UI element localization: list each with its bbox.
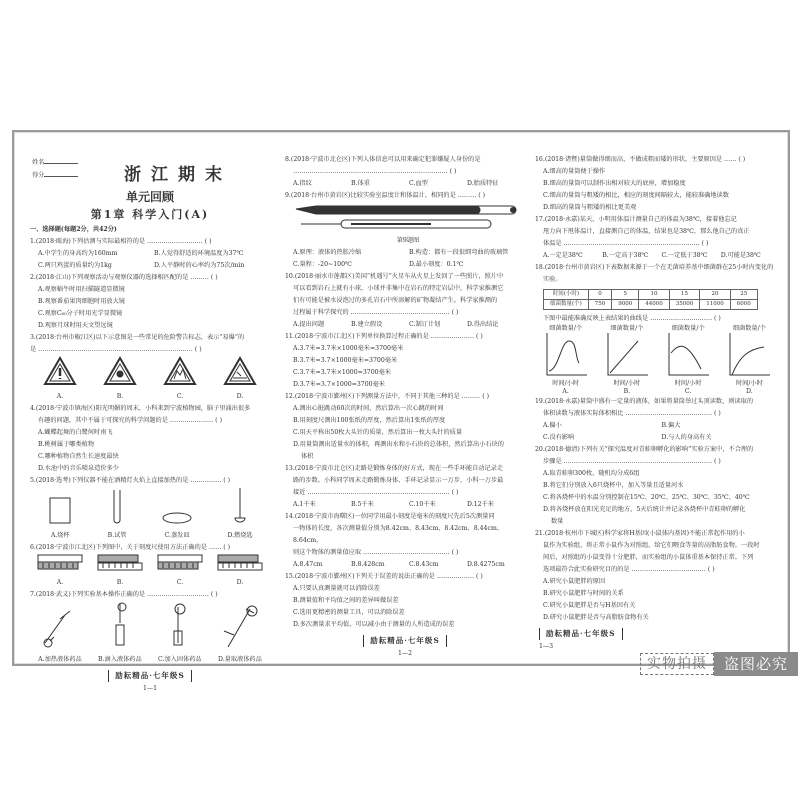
option-row	[285, 499, 525, 511]
lab-operation	[98, 601, 142, 666]
option-row	[30, 260, 270, 272]
table-cell: 25	[730, 290, 757, 300]
option-text: A.研究小鼠肥胖的原因	[543, 578, 606, 585]
curve-graph	[545, 325, 587, 396]
lab-ware-image	[111, 489, 123, 530]
ruler-figure-label: B.	[116, 579, 124, 586]
footer-badge: 励耘精品·七年级S	[539, 628, 623, 640]
question-text: 13.(2018·宁波市北仑区)走路是锻炼身体的好方式，现在一些手环能自动记录走	[285, 465, 504, 472]
option-text: D.12千米	[467, 501, 494, 508]
name-blank	[44, 156, 78, 164]
option-text: C.没有影响	[543, 434, 575, 441]
lab-ware-label: B.试管	[107, 532, 127, 539]
table-cell: 750	[588, 300, 612, 310]
option-text: C.制订计划	[409, 321, 441, 328]
option-text: 则这个物体的测量值应取 …………………………………… ( )	[293, 549, 459, 556]
question-text: 21.(2018·杭州市下城区)科学家将H基因(小鼠体内基因)不能正常起作用的小	[535, 530, 745, 537]
graph-image	[667, 333, 709, 380]
curve-graph	[606, 325, 648, 396]
table-cell: 6000	[730, 300, 757, 310]
option-row	[535, 432, 780, 444]
option-text: D.最小刻度：0.1℃	[409, 261, 464, 268]
lab-operation-row	[30, 601, 270, 666]
option-text: C.一定低于38℃	[661, 252, 708, 259]
option-text: A.观察蜗牛时用扫描隧道显微镜	[38, 286, 125, 293]
page-footer	[285, 635, 525, 660]
option-text: C.量程：-20~100℃	[293, 261, 352, 268]
option-text: D.3.7米=3.7×1000=3700毫米	[293, 381, 385, 388]
curve-graph	[667, 325, 709, 396]
option-text: C.10千米	[409, 501, 436, 508]
ruler-figure-label: A.	[56, 579, 64, 586]
option-text: B.构造：都有一段很细弯曲的玻璃管	[409, 249, 509, 256]
question-text: 15.(2018·宁波市鄞州区)下列关于误差的说法正确的是 ……………… ( )	[285, 573, 483, 580]
footer-badge: 励耘精品·七年级S	[363, 635, 447, 647]
lab-operation-image	[220, 601, 260, 654]
figure-caption: 第9题图	[396, 237, 420, 244]
lab-operation-label: D.量取液体药品	[217, 656, 262, 663]
question-text: 4.(2018·宁波市镇海区)阳光明媚的周末，小科来到宁波植物园，脑子里涌出很多	[30, 405, 251, 412]
thermometer-image	[291, 202, 521, 230]
table-cell: 15	[669, 290, 700, 300]
option-text: 们有可能是被水浸泡过的多孔岩石中所溶解的矿物凝结产生。科学家推测的	[293, 297, 498, 304]
option-text: B.3.7米=3.7×1000毫米=3700毫米	[293, 357, 398, 364]
option-text: A.中学生的身高约为160mm	[38, 250, 118, 257]
bacteria-table	[543, 289, 758, 310]
graph-y-label: 细菌数量/个	[610, 325, 644, 332]
option-text: D.观察月球时用天文望远镜	[38, 322, 113, 329]
graph-x-label: 时间/小时	[613, 380, 641, 387]
hazard-sign	[223, 356, 257, 403]
hazard-sign-image	[43, 356, 77, 391]
table-cell: 5	[612, 290, 639, 300]
page-number: 1—1	[142, 685, 158, 692]
option-text: 过程属于科学探究的 ………………………………………… ( )	[293, 309, 459, 316]
option-row	[535, 420, 780, 432]
graph-label: A.	[562, 388, 569, 395]
watermark-left: 实物拍摄	[640, 653, 714, 675]
watermark-right: 盗图必究	[714, 652, 798, 676]
hazard-sign-label: A.	[56, 393, 64, 400]
option-text: B.体重	[351, 180, 370, 187]
hazard-sign-image	[163, 356, 197, 391]
ruler-figure-row	[30, 554, 270, 589]
table-cell: 10	[639, 290, 670, 300]
ruler-figure	[97, 554, 143, 589]
hazard-sign-label: D.	[236, 393, 244, 400]
hazard-sign-image	[223, 356, 257, 391]
option-text: B.用刻度尺测出100张纸的厚度，然后算出1张纸的厚度	[293, 417, 446, 424]
page-title: 浙江期末	[124, 165, 232, 185]
ruler-figure	[37, 554, 83, 589]
hazard-sign-label: B.	[116, 393, 124, 400]
lab-operation	[158, 601, 202, 666]
table-row	[544, 300, 758, 310]
page-column-3	[535, 154, 780, 653]
option-text: A.只要认真测量就可以消除误差	[293, 585, 380, 592]
question-text: 6.(2018·宁波市江北区)下列图中，关于刻度尺使用方法正确的是 …… ( )	[30, 544, 231, 551]
option-text: D.研究小鼠肥胖是否与高脂肪食物有关	[543, 614, 649, 621]
option-text: 步骤是 ……………………………………………………………… ( )	[543, 458, 721, 465]
watermark	[640, 652, 798, 676]
lab-operation-label: B.滴入液体药品	[98, 656, 142, 663]
option-text: C.观察C₆₀分子时用光学显微镜	[38, 310, 123, 317]
option-text: B.将它们分别放入6只烧杯中，加入等量且适量河水	[543, 482, 684, 489]
option-text: 接近 …………………………………………………………… ( )	[293, 489, 459, 496]
question-text: 5.(2018·选考)下列仪器不能在酒精灯火焰上直接加热的是 …………… ( )	[30, 477, 231, 484]
option-row	[285, 319, 525, 331]
name-label: 姓名	[32, 159, 45, 166]
ruler-figure-label: C.	[176, 579, 184, 586]
table-row	[544, 290, 758, 300]
page-number: 1—3	[539, 643, 554, 650]
lab-ware-label: A.烧杯	[50, 532, 70, 539]
option-text: 下图中最能准确反映上表结果的曲线是 ………………………… ( )	[543, 315, 721, 322]
section-heading: 一、选择题(每题2分，共42分)	[30, 226, 117, 233]
option-row	[285, 559, 525, 571]
option-row	[285, 247, 525, 259]
page-footer	[30, 670, 270, 695]
ruler-figure-label: D.	[236, 579, 244, 586]
lab-ware-image	[233, 487, 247, 530]
option-text: 一物体的长度，各次测量值分别为8.42cm、8.43cm、8.42cm、8.44cm、8.64cm，	[293, 525, 503, 544]
question-text: 1.(2018·瓯海)下列估测与实际最相符的是 ……………………… ( )	[30, 238, 212, 245]
question-text: 9.(2018·台州市黄岩区)比较实验室温度计和体温计，相同的是 ……… ( )	[285, 192, 486, 199]
lab-ware-image	[47, 495, 73, 530]
option-text: B.研究小鼠肥胖与时间的关系	[543, 590, 624, 597]
hazard-sign-row	[30, 356, 270, 403]
option-text: 路的步数。小科同学周末走路锻炼身体，手环记录显示一万步，小科一万步最	[293, 477, 504, 484]
option-text: C.研究小鼠肥胖是否与H基因有关	[543, 602, 636, 609]
option-text: A.一定是38℃	[543, 252, 583, 259]
graph-y-label: 细菌数量/个	[732, 325, 766, 332]
lab-ware-label: D.燃烧匙	[227, 532, 253, 539]
question-text: 是 ………………………………………………………………… ( )	[30, 346, 202, 353]
option-text: 体积	[301, 453, 314, 460]
score-field	[32, 169, 84, 182]
graph-image	[606, 333, 648, 380]
ruler-figure	[157, 554, 203, 589]
name-score	[32, 156, 84, 182]
option-text: 体温是 ………………………………………………………… ( )	[543, 240, 709, 247]
graph-row	[535, 325, 780, 396]
option-text: A.指纹	[293, 180, 312, 187]
graph-x-label: 时间/小时	[735, 380, 763, 387]
graph-image	[728, 333, 770, 380]
option-text: 甩力向下甩体温计，直接测自己的体温，结果也是38℃，那么他自己的真正	[543, 228, 750, 235]
graph-y-label: 细菌数量/个	[549, 325, 583, 332]
option-text: 选项最符合此实验研究目的的是 ……………………………… ( )	[543, 566, 715, 573]
option-text: 数量	[551, 518, 564, 525]
question-text: 14.(2018·宁波市海曙区)一位同学用最小刻度是毫米的刻度尺先后5次测量同	[285, 513, 495, 520]
table-cell: 35000	[669, 300, 700, 310]
question-text: 11.(2018·宁波市江北区)下列单位换算过程正确的是 ………………… ( )	[285, 333, 483, 340]
lab-ware-label: C.蒸发皿	[164, 532, 190, 539]
table-cell: 20	[700, 290, 731, 300]
option-text: B.人觉得舒适的环境温度为37℃	[154, 250, 244, 257]
lab-operation-image	[100, 601, 140, 654]
option-text: 间后，对照组的小鼠变得十分肥胖，而实验组的小鼠体重基本保持正常。下列	[543, 554, 754, 561]
page-column-2	[285, 154, 525, 660]
option-text: D.8.4275cm	[467, 561, 505, 568]
option-text: A.蝴蝶起舞的白鹭何时南飞	[38, 429, 113, 436]
option-text: B.建立假设	[351, 321, 383, 328]
option-text: 体积读数与液体实际体积相比 …………………………………… ( )	[543, 410, 721, 417]
option-text: D.多次测量求平均值，可以减小由于测量的人所造成的误差	[293, 621, 455, 628]
option-text: B.细高的量筒可以制作出相对较大的底座，增加稳度	[543, 180, 686, 187]
lab-operation	[38, 601, 82, 666]
question-text: 16.(2018·诸暨)量筒做得细而高，不做成粗而矮的形状，主要原因是 …… ( )	[535, 156, 746, 163]
option-text: B.5千米	[351, 501, 374, 508]
lab-operation-image	[160, 601, 200, 654]
option-text: C.8.43cm	[409, 561, 439, 568]
option-text: C.细高的量筒与粗矮的相比，相应的刻度间隔较大，能较准确地读数	[543, 192, 729, 199]
option-text: A.取青蛙卵300枚，随机均分成6组	[543, 470, 640, 477]
option-text: C.用天平称出50枚大头针的质量，然后算出一枚大头针的质量	[293, 429, 463, 436]
option-text: B.观察番茄果肉细胞时用放大镜	[38, 298, 125, 305]
question-text: 20.(2018·德清)下列有关“探究温度对青蛙卵孵化的影响”实验方案中，不合理的	[535, 446, 754, 453]
option-text: 实验。	[543, 276, 562, 283]
lab-ware-row	[30, 487, 270, 542]
curve-graph	[728, 325, 770, 396]
option-text: C.两只鸡蛋的质量约为1kg	[38, 262, 112, 269]
hazard-sign	[43, 356, 77, 403]
page-number: 1—2	[397, 650, 413, 657]
ruler-figure-image	[37, 554, 83, 577]
option-text: A.原理：液体的热胀冷缩	[293, 249, 362, 256]
lab-ware	[47, 495, 73, 542]
option-text: A.细高的量筒便于操作	[543, 168, 606, 175]
page-column-1	[30, 154, 270, 695]
lab-operation-image	[40, 601, 80, 654]
question-text: 17.(2018·永嘉)某天，小明用体温计测量自己的体温为38℃，接着他忘记	[535, 216, 737, 223]
option-text: 有趣的问题，其中不属于可探究的科学问题的是 ………………… ( )	[38, 417, 222, 424]
hazard-sign-image	[103, 356, 137, 391]
table-cell: 44000	[639, 300, 670, 310]
question-text: 19.(2018·永嘉)量筒中盛有一定量的液体，如果将量筒举过头顶读数，则读取的	[535, 398, 754, 405]
option-row	[535, 250, 780, 262]
option-text: A.测出心脏跳动60次的时间，然后算出一次心跳的时间	[293, 405, 444, 412]
hazard-sign	[163, 356, 197, 403]
page-subtitle: 单元回顾	[125, 190, 174, 204]
option-text: D.用量筒测出适量水的体积，再测出水和小石块的总体积，然后算出小石块的	[293, 441, 504, 448]
option-text: B.8.428cm	[351, 561, 385, 568]
table-cell: 0	[588, 290, 612, 300]
option-text: C.血型	[409, 180, 428, 187]
option-text: D.人平静时的心率约为75次/min	[154, 262, 245, 269]
option-text: C.选用更精密的测量工具，可以消除误差	[293, 609, 405, 616]
option-text: A.偏小	[543, 422, 562, 429]
option-text: C.3.7米=3.7米×1000=3700毫米	[293, 369, 391, 376]
lab-operation-label: A.加热液体药品	[38, 656, 82, 663]
lab-operation-label: C.加入固体药品	[158, 656, 202, 663]
option-text: B.测量值和平均值之间的差异叫做误差	[293, 597, 399, 604]
option-text: B.桃树属于哪类植物	[38, 441, 95, 448]
option-text: D.将各烧杯放在阳光充足的地方，5天后统计并记录各烧杯中青蛙卵的孵化	[543, 506, 746, 513]
score-label: 得分	[32, 172, 45, 179]
hazard-sign-label: C.	[176, 393, 184, 400]
option-text: D.胎质特征	[467, 180, 499, 187]
option-row	[30, 248, 270, 260]
table-cell: 9000	[612, 300, 639, 310]
ruler-figure-image	[217, 554, 263, 577]
lab-ware	[227, 487, 252, 542]
score-blank	[44, 169, 78, 177]
option-text: A.3.7米=3.7米×1000毫米=3700毫米	[293, 345, 404, 352]
ruler-figure	[217, 554, 263, 589]
question-text: 10.(2018·丽水市莲都区)美国“机遇号”火星车从火星上发回了一些照片，照片中	[285, 273, 504, 280]
option-text: D.水池中的音乐喷泉造价多少	[38, 465, 119, 472]
option-text: D.得出结论	[467, 321, 499, 328]
option-text: D.细高的量筒与粗矮的相比更美观	[543, 204, 637, 211]
option-row	[285, 259, 525, 271]
option-text: D.可能是38℃	[720, 252, 761, 259]
option-text: 可以看到岩石上就有小球，小球并非集中在岩石的特定岩层中，科学家推测它	[293, 285, 504, 292]
question-text: 8.(2018·宁波市北仑区)下列人体信息可以用来确定犯罪嫌疑人身份的是	[285, 156, 481, 163]
table-cell: 时间(小时)	[544, 290, 589, 300]
lab-ware	[108, 489, 127, 542]
graph-x-label: 时间/小时	[552, 380, 580, 387]
chapter-title: 第1章 科学入门(A)	[90, 208, 210, 221]
graph-x-label: 时间/小时	[674, 380, 702, 387]
question-text: 3.(2018·台州市椒江区)以下示意图是一些常见的危险警告标志，表示“易爆”的	[30, 334, 245, 341]
lab-ware-image	[161, 511, 193, 530]
graph-label: C.	[684, 388, 692, 395]
table-cell: 细菌数量(个)	[544, 300, 589, 310]
graph-label: D.	[746, 388, 753, 395]
ruler-figure-image	[97, 554, 143, 577]
option-text: ………………………………………………………………… ( )	[293, 168, 457, 175]
option-text: A.提出问题	[293, 321, 325, 328]
table-cell: 11000	[700, 300, 731, 310]
option-text: C.将各烧杯中的水温分别控制在15℃、20℃、25℃、30℃、35℃、40℃	[543, 494, 750, 501]
graph-image	[545, 333, 587, 380]
option-text: 鼠作为实验组，将正常小鼠作为对照组，给它们喂食等量的高脂肪食物。一段时	[543, 542, 760, 549]
name-field	[32, 156, 84, 169]
thermometer-figure	[285, 202, 525, 247]
lab-operation	[218, 601, 262, 666]
hazard-sign	[103, 356, 137, 403]
option-row	[285, 178, 525, 190]
page-footer	[535, 628, 780, 653]
graph-label: B.	[623, 388, 631, 395]
lab-ware	[161, 511, 193, 542]
option-text: B.一定高于38℃	[602, 252, 649, 259]
graph-y-label: 细菌数量/个	[671, 325, 705, 332]
option-text: A.1千米	[293, 501, 316, 508]
question-text: 2.(2018·江山)下列观察活动与观察仪器的选择相匹配的是 ……… ( )	[30, 274, 218, 281]
header-block	[30, 154, 270, 224]
option-text: C.哪种植物自然生长速度最快	[38, 453, 119, 460]
option-text: D.与人的身高有关	[661, 434, 712, 441]
option-text: A.8.47cm	[293, 561, 323, 568]
option-text: B.偏大	[661, 422, 681, 429]
question-text: 18.(2018·台州市黄岩区)下表数据来源于一个在无菌培养基中细菌群在25小时内变化的	[535, 264, 774, 271]
footer-badge: 励耘精品·七年级S	[108, 670, 192, 682]
question-text: 12.(2018·宁波市鄞州区)下列测量方法中，不同于其他三种的是 ……… ( )	[285, 393, 489, 400]
ruler-figure-image	[157, 554, 203, 577]
question-text: 7.(2018·武义)下列实验基本操作正确的是 ………………………… ( )	[30, 591, 218, 598]
